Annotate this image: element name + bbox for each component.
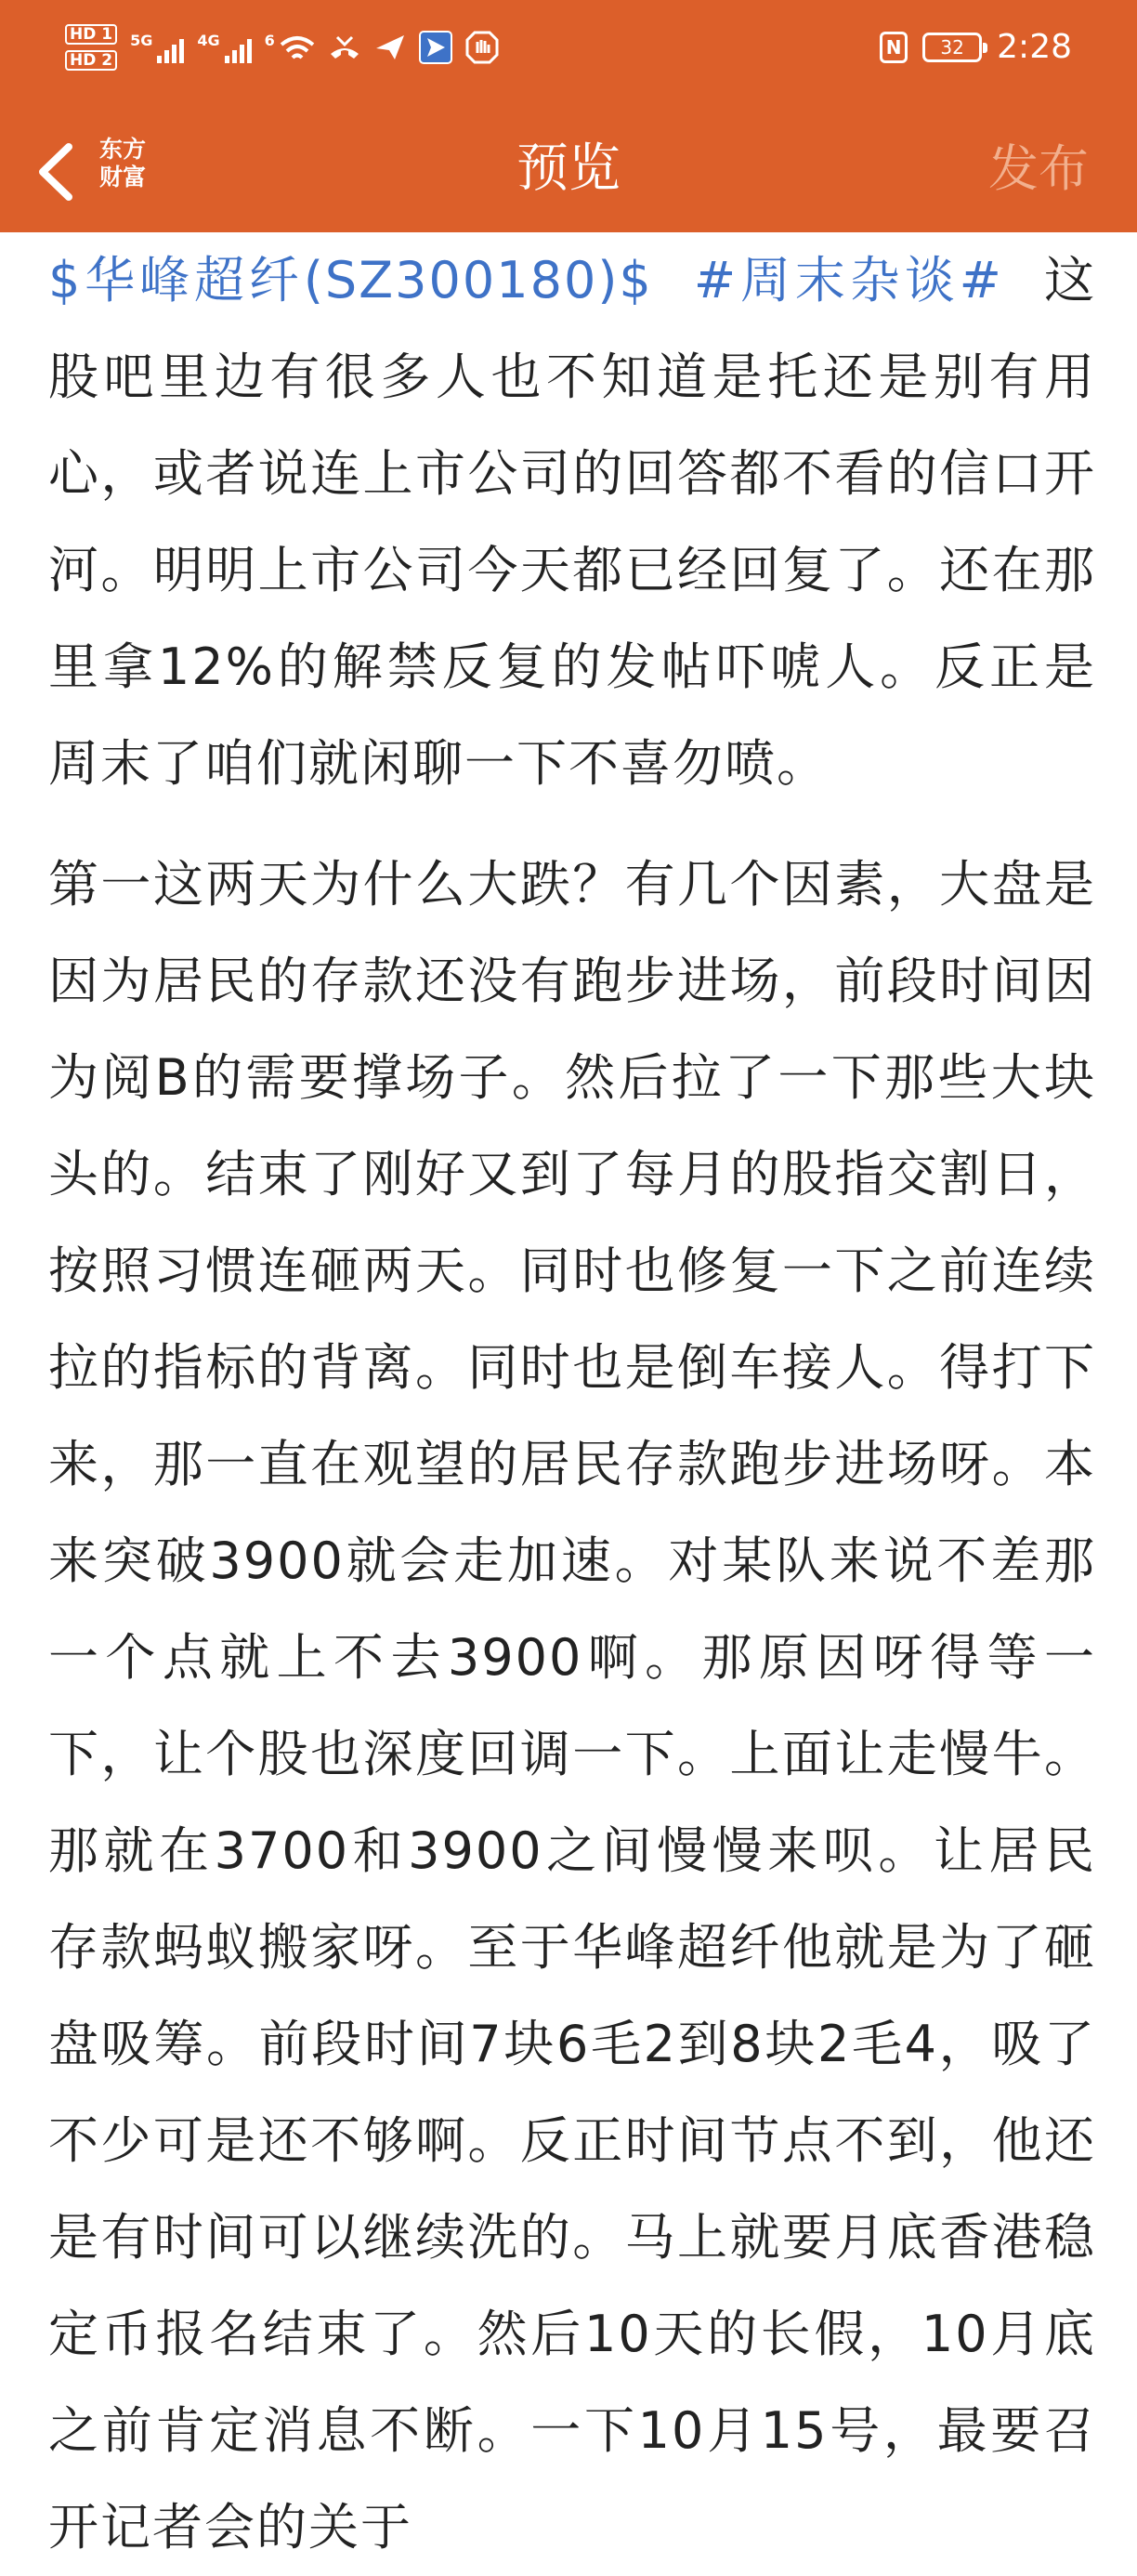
status-time: 2:28 <box>997 28 1072 66</box>
logo-line1: 东方 <box>98 136 146 163</box>
post-paragraph-1 <box>48 232 1096 812</box>
battery-icon: 32 <box>922 33 982 62</box>
stock-tag-link[interactable]: $华峰超纤(SZ300180)$ <box>48 251 653 309</box>
topic-tag-link[interactable]: #周末杂谈# <box>693 251 1003 309</box>
signal-sim2-icon <box>197 32 251 63</box>
status-bar <box>0 0 1137 112</box>
wifi-icon <box>265 32 315 63</box>
app-header <box>0 0 1137 232</box>
post-paragraph-2: 第一这两天为什么大跌？有几个因素，大盘是因为居民的存款还没有跑步进场，前段时间因为阅B的需要撑场子。然后拉了一下那些大块头的。结束了刚好又到了每月的股指交割日，按照习惯连砸两天。同时也修复一下之前连续拉的指标的背离。同时也是倒车接人。得打下来，那一直在观望的居民存款跑步进场呀。本来突破3900就会走加速。对某队来说不差那一个点就上不去3900啊。那原因呀得等一下，让个股也深度回调一下。上面让走慢牛。那就在3700和3900之间慢慢来呗。让居民存款蚂蚁搬家呀。至于华峰超纤他就是为了砸盘吸筹。前段时间7块6毛2到8块2毛4，吸了不少可是还不够啊。反正时间节点不到，他还是有时间可以继续洗的。马上就要月底香港稳定币报名结束了。然后10天的长假，10月底之前肯定消息不断。一下10月15号，最要召开记者会的关于 <box>48 855 1096 2556</box>
wifi-generation: 6 <box>264 32 275 49</box>
nav-bar <box>0 112 1137 232</box>
hd2-badge: HD 2 <box>65 50 117 71</box>
publish-button[interactable]: 发布 <box>988 139 1089 198</box>
status-right-icons <box>880 28 1072 66</box>
status-left-icons <box>65 24 499 71</box>
post-content <box>48 232 1096 2576</box>
hd1-badge: HD 1 <box>65 24 117 45</box>
sim1-generation: 5G <box>130 32 153 49</box>
paragraph-1-text: 这股吧里边有很多人也不知道是托还是别有用心，或者说连上市公司的回答都不看的信口开河。明明上市公司今天都已经回复了。还在那里拿12%的解禁反复的发帖吓唬人。反正是周末了咱们就闲聊一下不喜勿喷。 <box>48 251 1096 793</box>
nfc-icon: N <box>880 32 908 63</box>
send-icon <box>374 33 406 61</box>
location-app-icon <box>419 31 452 64</box>
signal-sim1-icon <box>130 32 184 63</box>
logo-line2: 财富 <box>98 164 146 191</box>
page-title: 预览 <box>516 138 621 199</box>
hd-voice-icon <box>65 24 117 71</box>
missed-call-icon <box>328 33 361 61</box>
sim2-generation: 4G <box>197 32 220 49</box>
hand-gesture-icon <box>465 31 499 64</box>
